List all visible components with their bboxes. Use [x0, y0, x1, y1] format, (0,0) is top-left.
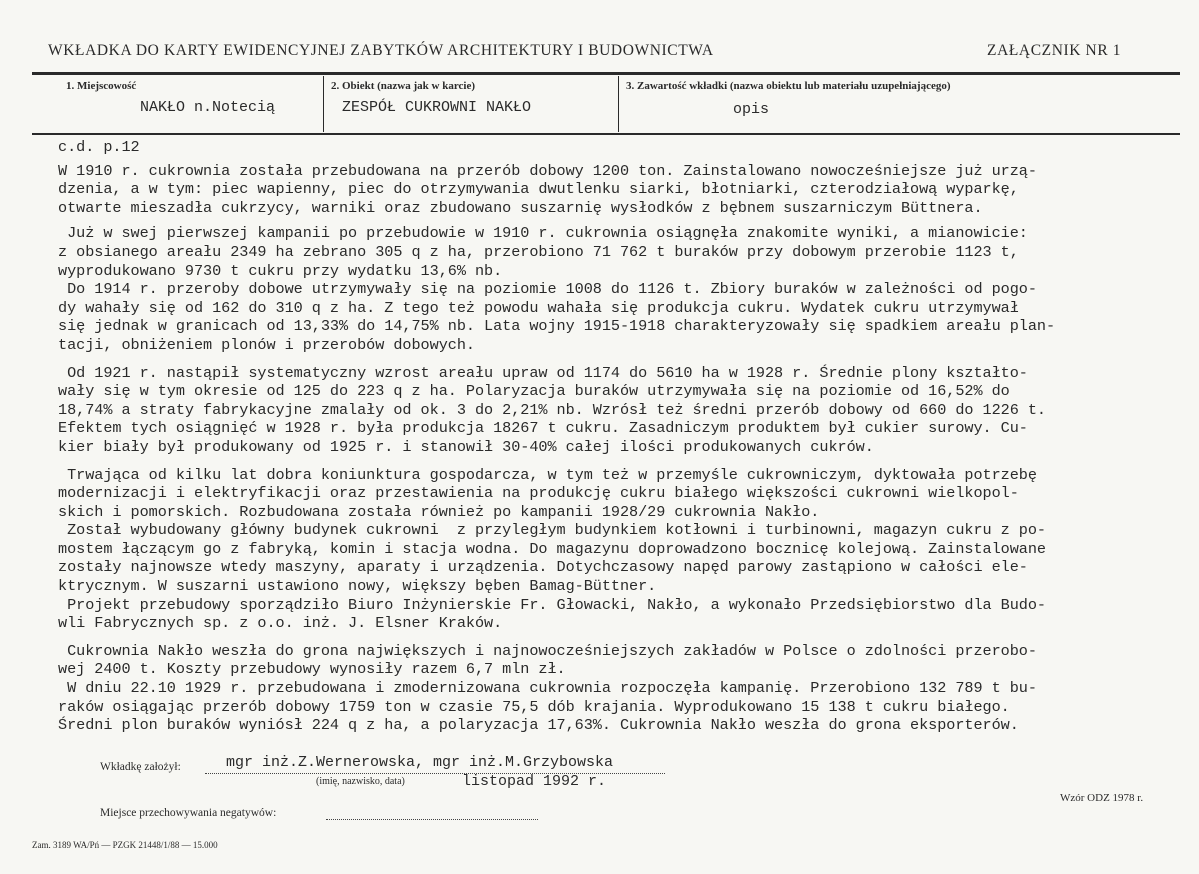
- model-label: Wzór ODZ 1978 r.: [1060, 792, 1144, 804]
- founder-label: Wkładkę założył:: [100, 761, 181, 773]
- order-note: Zam. 3189 WA/Pń — PZGK 21448/1/88 — 15.000: [32, 840, 218, 850]
- text-line: W dniu 22.10 1929 r. przebudowana i zmodernizowana cukrownia rozpoczęła kampanię. Przerobiono 132 789 t bu-: [58, 679, 1037, 698]
- text-line: tacji, obniżeniem plonów i przerobów dobowych.: [58, 335, 475, 354]
- text-line: Projekt przebudowy sporządziło Biuro Inżynierskie Fr. Głowacki, Nakło, a wykonało Przedsiębiorstwo dla Budo-: [58, 595, 1046, 614]
- text-line: raków osiągając przerób dobowy 1759 ton w czasie 75,5 dób krajania. Wyprodukowano 15 138 t cukru białego.: [58, 697, 1010, 716]
- text-line: wej 2400 t. Koszty przebudowy wynosiły razem 6,7 mln zł.: [58, 660, 566, 679]
- object-value: ZESPÓŁ CUKROWNI NAKŁO: [342, 99, 532, 116]
- text-line: W 1910 r. cukrownia została przebudowana na przerób dobowy 1200 ton. Zainstalowano nowocześniejsze już urzą-: [58, 161, 1037, 180]
- text-line: dzenia, a w tym: piec wapienny, piec do otrzymywania dwutlenku siarki, błotniarki, czterodziałową wyparkę,: [58, 180, 1019, 199]
- bottom-rule: [32, 133, 1180, 135]
- text-line: się jednak w granicach od 13,33% do 14,75% nb. Lata wojny 1915-1918 charakteryzowały się spadkiem areału plan-: [58, 317, 1056, 336]
- text-line: z obsianego areału 2349 ha zebrano 305 q z ha, przerobiono 71 762 t buraków przy dobowym przerobie 1123 t,: [58, 242, 1019, 261]
- description-text: [58, 138, 1183, 735]
- content-value: opis: [733, 101, 770, 118]
- text-line: wyprodukowano 9730 t cukru przy wydatku 13,6% nb.: [58, 261, 503, 280]
- text-line: mostem łączącym go z fabryką, komin i stacja wodna. Do magazynu doprowadzono bocznicę kolejową. Zainstalowane: [58, 539, 1046, 558]
- content-label: 3. Zawartość wkładki (nazwa obiektu lub materiału uzupełniającego): [626, 80, 951, 92]
- text-line: 18,74% a straty fabrykacyjne zmalały od ok. 3 do 2,21% nb. Wzrósł też średni przerób dobowy od 660 do 1226 t.: [58, 400, 1046, 419]
- text-line: modernizacji i elektryfikacji oraz przestawienia na produkcję cukru białego większości cukrowni wielkopol-: [58, 484, 1019, 503]
- text-line: otwarte mieszadła cukrzycy, warniki oraz zbudowano suszarnię wysłodków z bębnem suszarniczym Büttnera.: [58, 198, 983, 217]
- storage-label: Miejsce przechowywania negatywów:: [100, 807, 277, 819]
- text-line: Do 1914 r. przeroby dobowe utrzymywały się na poziomie 1008 do 1126 t. Zbiory buraków w zależności od pogo-: [58, 280, 1037, 299]
- text-line: zostały najnowsze wtedy maszyny, aparaty i urządzenia. Dotychczasowy napęd parowy zastąpiono w całości ele-: [58, 558, 1028, 577]
- founder-value: mgr inż.Z.Wernerowska, mgr inż.M.Grzybowska: [226, 754, 614, 771]
- text-line: Od 1921 r. nastąpił systematyczny wzrost areału upraw od 1174 do 5610 ha w 1928 r. Średnie plony kształto-: [58, 363, 1028, 382]
- text-line: Efektem tych osiągnięć w 1928 r. była produkcja 18267 t cukru. Zasadniczym produktem był cukier surowy. Cu-: [58, 419, 1028, 438]
- text-line: wały się w tym okresie od 125 do 223 q z ha. Polaryzacja buraków utrzymywała się na poziomie od 16,52% do: [58, 382, 1010, 401]
- locality-label: 1. Miejscowość: [66, 80, 137, 92]
- date-value: listopad 1992 r.: [462, 773, 607, 790]
- text-line: c.d. p.12: [58, 138, 140, 156]
- text-line: ktrycznym. W suszarni ustawiono nowy, większy bęben Bamag-Büttner.: [58, 577, 657, 596]
- text-line: Trwająca od kilku lat dobra koniunktura gospodarcza, w tym też w przemyśle cukrowniczym, dyktowała potrzebę: [58, 465, 1037, 484]
- text-line: Już w swej pierwszej kampanii po przebudowie w 1910 r. cukrownia osiągnęła znakomite wyniki, a mianowicie:: [58, 224, 1028, 243]
- locality-value: NAKŁO n.Notecią: [140, 99, 276, 116]
- storage-dotted-line: [326, 819, 538, 820]
- text-line: kier biały był produkowany od 1925 r. i stanowił 30-40% całej ilości produkowanych cukrów.: [58, 437, 874, 456]
- text-line: Średni plon buraków wyniósł 224 q z ha, a polaryzacja 17,63%. Cukrownia Nakło weszła do grona eksporterów.: [58, 716, 1019, 735]
- annex-number: ZAŁĄCZNIK NR 1: [987, 42, 1122, 59]
- form-title: WKŁADKA DO KARTY EWIDENCYJNEJ ZABYTKÓW ARCHITEKTURY I BUDOWNICTWA: [48, 42, 714, 59]
- text-line: dy wahały się od 162 do 310 q z ha. Z tego też powodu wahała się produkcja cukru. Wydatek cukru utrzymywał: [58, 298, 1019, 317]
- founder-caption: (imię, nazwisko, data): [316, 776, 405, 787]
- text-line: Został wybudowany główny budynek cukrowni z przyległym budynkiem kotłowni i turbinowni, magazyn cukru z po-: [58, 521, 1046, 540]
- text-line: skich i pomorskich. Rozbudowana została również po kampanii 1928/29 cukrownia Nakło.: [58, 502, 820, 521]
- object-label: 2. Obiekt (nazwa jak w karcie): [331, 80, 476, 92]
- text-line: wli Fabrycznych sp. z o.o. inż. J. Elsner Kraków.: [58, 614, 503, 633]
- field-divider-2: [618, 76, 619, 132]
- top-rule: [32, 72, 1180, 75]
- field-divider-1: [323, 76, 324, 132]
- text-line: Cukrownia Nakło weszła do grona największych i najnowocześniejszych zakładów w Polsce o zdolności przerobo-: [58, 641, 1037, 660]
